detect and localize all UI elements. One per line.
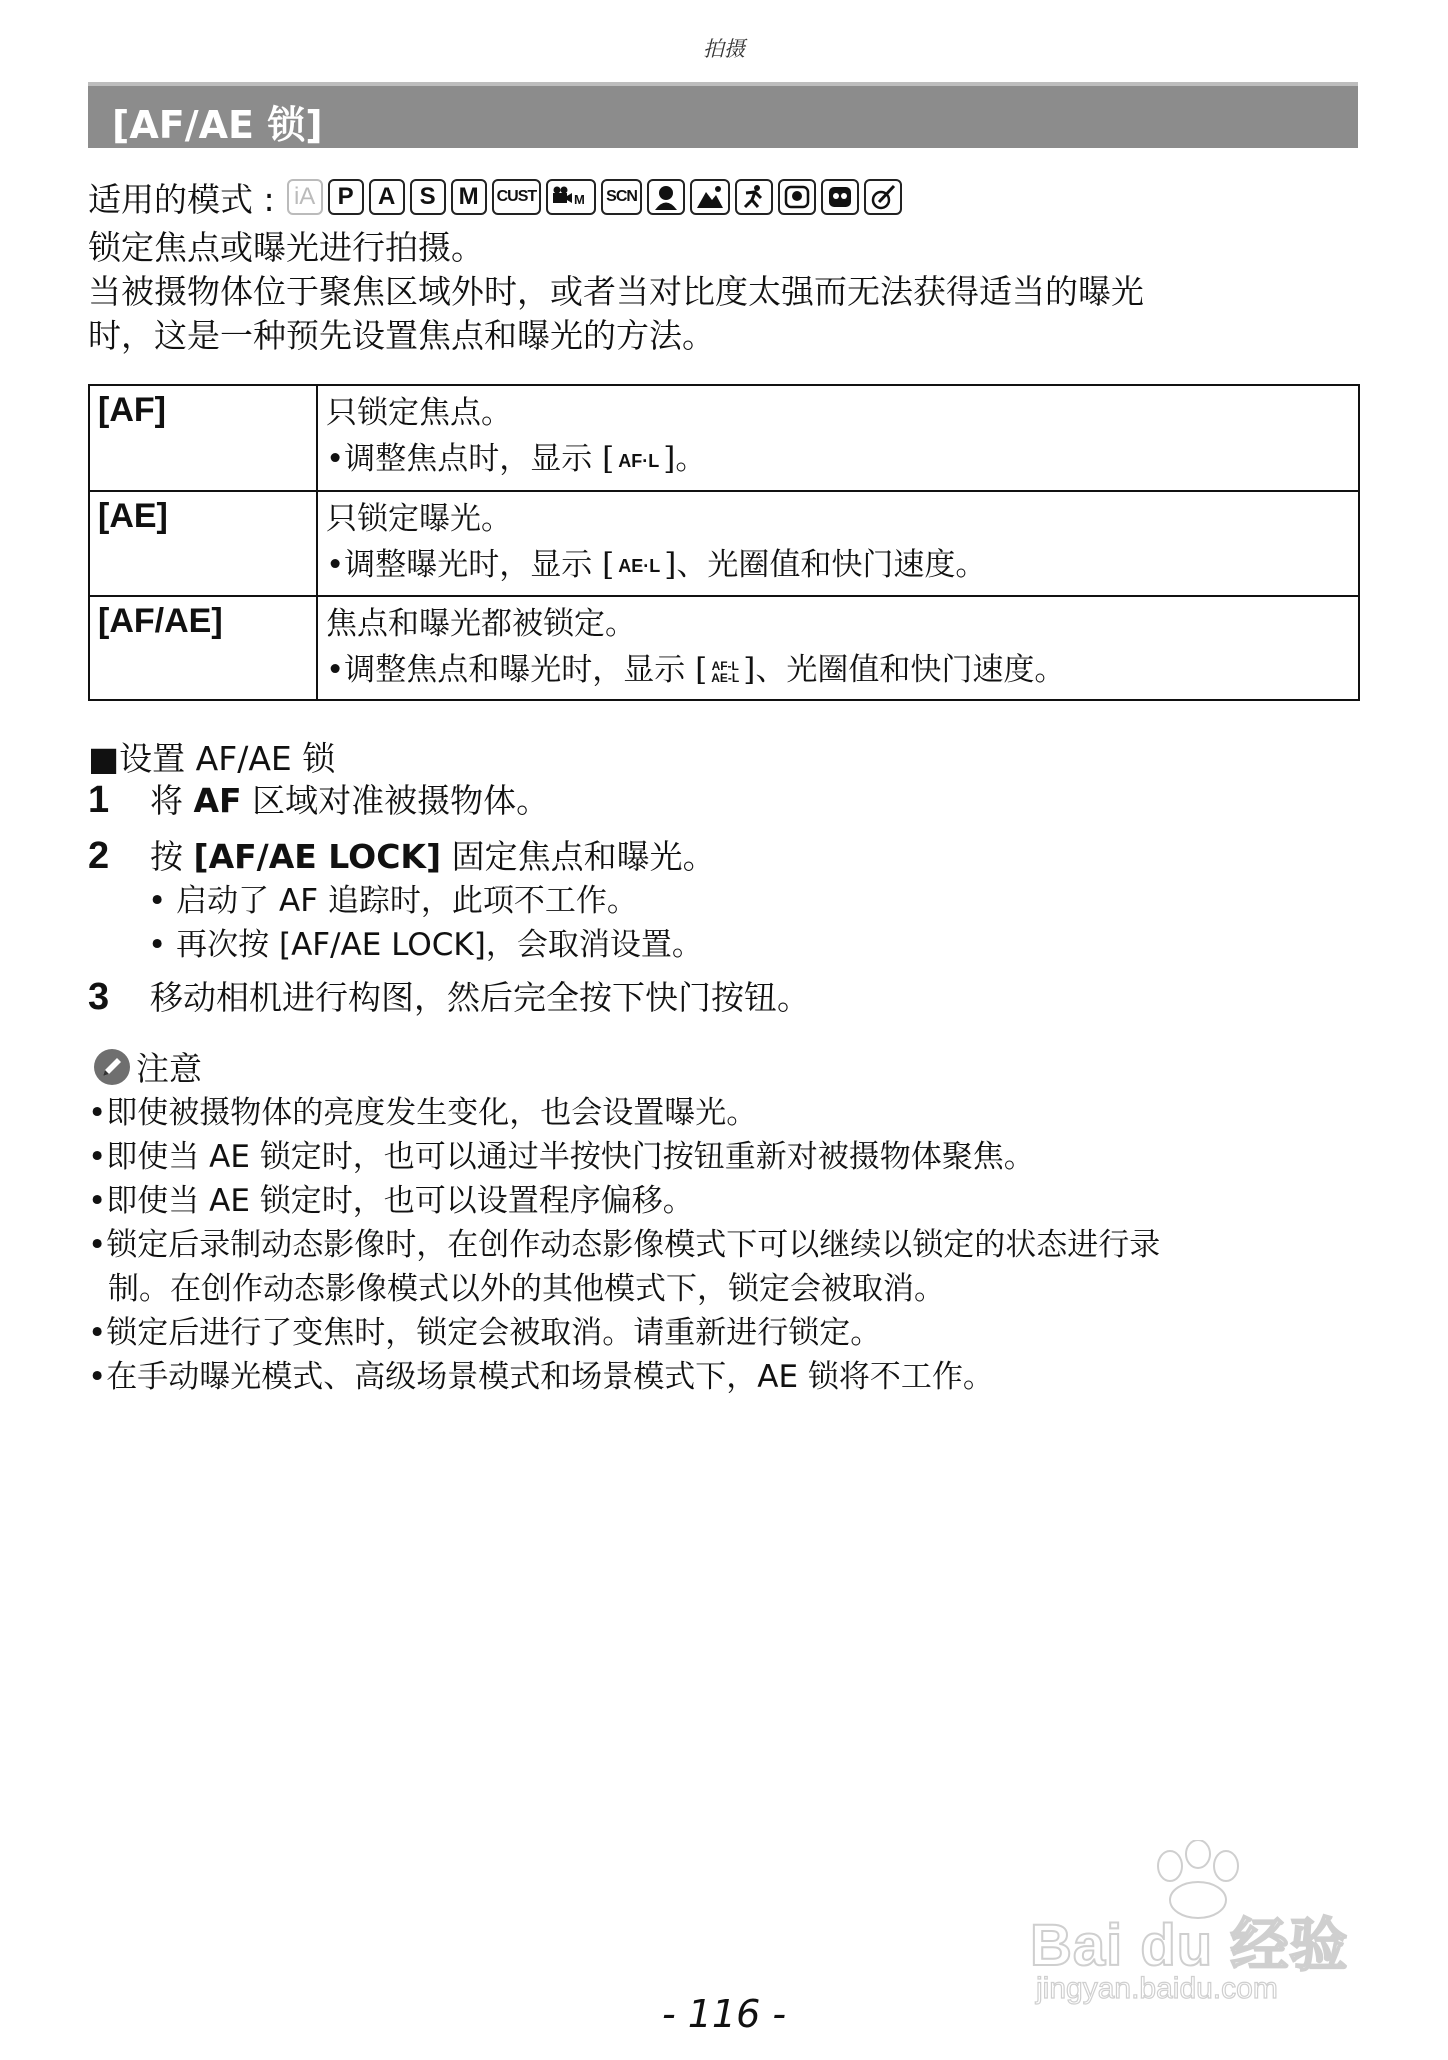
mode-scn-icon: SCN xyxy=(601,179,642,215)
note-item: •在手动曝光模式、高级场景模式和场景模式下，AE 锁将不工作。 xyxy=(88,1359,994,1395)
option-desc-cell xyxy=(317,385,1359,491)
step-bold-text: [AF/AE LOCK] xyxy=(193,837,442,876)
step-text: 固定焦点和曝光。 xyxy=(441,837,716,876)
note-item: •即使被摄物体的亮度发生变化，也会设置曝光。 xyxy=(88,1095,758,1131)
ae-lock-label: AE-L xyxy=(711,670,740,685)
af-lock-label: AF-L xyxy=(711,658,739,673)
mode-m-icon: M xyxy=(451,179,487,215)
applicable-modes xyxy=(88,175,907,219)
step-2 xyxy=(88,834,716,879)
option-key: [AF/AE] xyxy=(89,596,317,700)
note-item: •即使当 AE 锁定时，也可以设置程序偏移。 xyxy=(88,1183,694,1219)
mode-portrait-icon xyxy=(647,179,685,215)
intro-line-3: 时，这是一种预先设置焦点和曝光的方法。 xyxy=(88,316,715,355)
step-1 xyxy=(88,778,549,823)
watermark-url: jingyan.baidu.com xyxy=(1036,1972,1278,2005)
option-desc-cell xyxy=(317,596,1359,700)
option-bullet xyxy=(326,647,1350,693)
mode-movie-m-icon xyxy=(546,179,596,215)
mode-s-icon: S xyxy=(410,179,446,215)
step-text: 将 xyxy=(150,781,194,820)
af-lock-icon: AF·L xyxy=(618,450,660,471)
page-title: [AF/AE 锁] xyxy=(112,103,323,147)
option-bullet xyxy=(326,436,1350,484)
note-item: •锁定后进行了变焦时，锁定会被取消。请重新进行锁定。 xyxy=(88,1315,882,1351)
section-label: 拍摄 xyxy=(703,37,745,61)
step-2-sub-bullet-2: • 再次按 [AF/AE LOCK]，会取消设置。 xyxy=(148,927,703,963)
option-desc: 只锁定焦点。 xyxy=(326,395,512,431)
option-desc: 只锁定曝光。 xyxy=(326,500,512,537)
bullet-text: ]、光圈值和快门速度。 xyxy=(743,652,1066,688)
pencil-note-icon xyxy=(92,1047,132,1087)
bullet-text: ]、光圈值和快门速度。 xyxy=(664,546,987,583)
mode-cust-icon: CUST xyxy=(492,179,542,215)
watermark-brand: Bai du 经验 xyxy=(1030,1913,1349,1978)
page-number: - 116 - xyxy=(661,1992,787,2036)
mode-sports-icon xyxy=(735,179,773,215)
intro-line-2: 当被摄物体位于聚焦区域外时，或者当对比度太强而无法获得适当的曝光 xyxy=(88,272,1144,311)
step-number: 3 xyxy=(88,976,110,1018)
setup-section-title: ■设置 AF/AE 锁 xyxy=(88,739,336,778)
intro-line-1: 锁定焦点或曝光进行拍摄。 xyxy=(88,228,484,267)
mode-ia-icon: iA xyxy=(287,179,323,215)
note-title: 注意 xyxy=(136,1049,202,1088)
mode-close-up-icon xyxy=(821,179,859,215)
note-item: •即使当 AE 锁定时，也可以通过半按快门按钮重新对被摄物体聚焦。 xyxy=(88,1139,1035,1175)
ae-lock-icon: AE·L xyxy=(618,556,661,576)
option-key: [AE] xyxy=(89,491,317,597)
lock-options-table xyxy=(88,384,1360,701)
modes-label: 适用的模式 : xyxy=(88,179,275,219)
step-number: 1 xyxy=(88,779,110,821)
bullet-text: •调整曝光时，显示 [ xyxy=(326,546,615,583)
option-desc: 焦点和曝光都被锁定。 xyxy=(326,606,636,642)
option-desc-cell xyxy=(317,491,1359,597)
mode-a-icon: A xyxy=(369,179,405,215)
step-number: 2 xyxy=(88,835,110,877)
step-text: 区域对准被摄物体。 xyxy=(241,781,550,820)
table-row xyxy=(89,385,1359,491)
svg-text:M: M xyxy=(574,192,586,207)
step-text: 按 xyxy=(150,837,194,876)
mode-p-icon: P xyxy=(328,179,364,215)
bullet-text: •调整焦点和曝光时，显示 [ xyxy=(326,652,708,688)
table-row xyxy=(89,596,1359,700)
mode-scenery-icon xyxy=(690,179,730,215)
mode-night-portrait-icon xyxy=(778,179,816,215)
option-key: [AF] xyxy=(89,385,317,491)
mode-creative-icon xyxy=(864,179,902,215)
step-2-sub-bullet-1: • 启动了 AF 追踪时，此项不工作。 xyxy=(148,883,638,919)
note-item-continued: 制。在创作动态影像模式以外的其他模式下，锁定会被取消。 xyxy=(108,1271,945,1307)
bullet-text: •调整焦点时，显示 [ xyxy=(326,441,615,477)
option-bullet xyxy=(326,542,1350,590)
title-bar xyxy=(88,82,1358,148)
step-3 xyxy=(88,975,810,1020)
af-ae-lock-icon xyxy=(711,660,739,684)
note-item: •锁定后录制动态影像时，在创作动态影像模式下可以继续以锁定的状态进行录 xyxy=(88,1227,1161,1263)
step-text: 移动相机进行构图，然后完全按下快门按钮。 xyxy=(150,978,810,1017)
step-bold-text: AF xyxy=(193,781,242,820)
baidu-watermark xyxy=(1030,1840,1360,2010)
note-heading xyxy=(92,1043,202,1090)
bullet-text: ]。 xyxy=(663,441,707,477)
table-row xyxy=(89,491,1359,597)
